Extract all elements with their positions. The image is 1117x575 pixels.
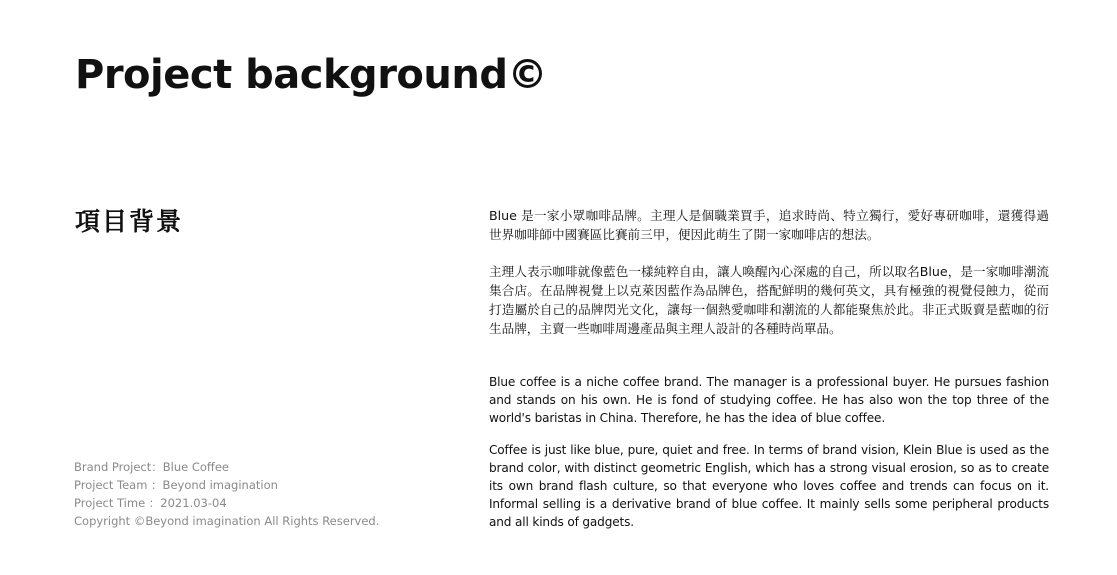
project-meta xyxy=(74,458,379,530)
section-title-cn: 項目背景 xyxy=(75,207,184,236)
cn-paragraph-brand: 主理人表示咖啡就像藍色一樣純粹自由，讓人喚醒內心深處的自己，所以取名Blue，是一家咖啡潮流集合店。在品牌視覺上以克萊因藍作為品牌色，搭配鮮明的幾何英文，具有極強的視覺侵蝕力，從而打造屬於自己的品牌閃光文化，讓每一個熱愛咖啡和潮流的人都能聚焦於此。非正式販賣是藍咖的衍生品牌，主賣一些咖啡周邊產品與主理人設計的各種時尚單品。 xyxy=(489,264,1049,336)
en-paragraph-brand: Coffee is just like blue, pure, quiet and free. In terms of brand vision, Klein Blue is used as the brand color, with distinct geometric English, which has a strong visual erosion, so as to create its own brand flash culture, so that everyone who loves coffee and trends can focus on it. Informal selling is a derivative brand of blue coffee. It mainly sells some peripheral products and all kinds of gadgets. xyxy=(489,443,1049,529)
project-team-line: Project Team ：Beyond imagination xyxy=(74,478,278,492)
en-paragraph-intro: Blue coffee is a niche coffee brand. The manager is a professional buyer. He pursues fashion and stands on his own. He is fond of studying coffee. He has also won the top three of the world's baristas in China. Therefore, he has the idea of blue coffee. xyxy=(489,375,1049,425)
brand-project-line: Brand Project：Blue Coffee xyxy=(74,460,229,474)
copyright-line: Copyright ©Beyond imagination All Rights Reserved. xyxy=(74,514,380,528)
cn-paragraph-intro: Blue 是一家小眾咖啡品牌。主理人是個職業買手，追求時尚、特立獨行，愛好專研咖啡，還獲得過世界咖啡師中國賽區比賽前三甲，便因此萌生了開一家咖啡店的想法。 xyxy=(489,208,1049,242)
project-time-line: Project Time ：2021.03-04 xyxy=(74,496,227,510)
page-title: Project background© xyxy=(75,52,547,98)
